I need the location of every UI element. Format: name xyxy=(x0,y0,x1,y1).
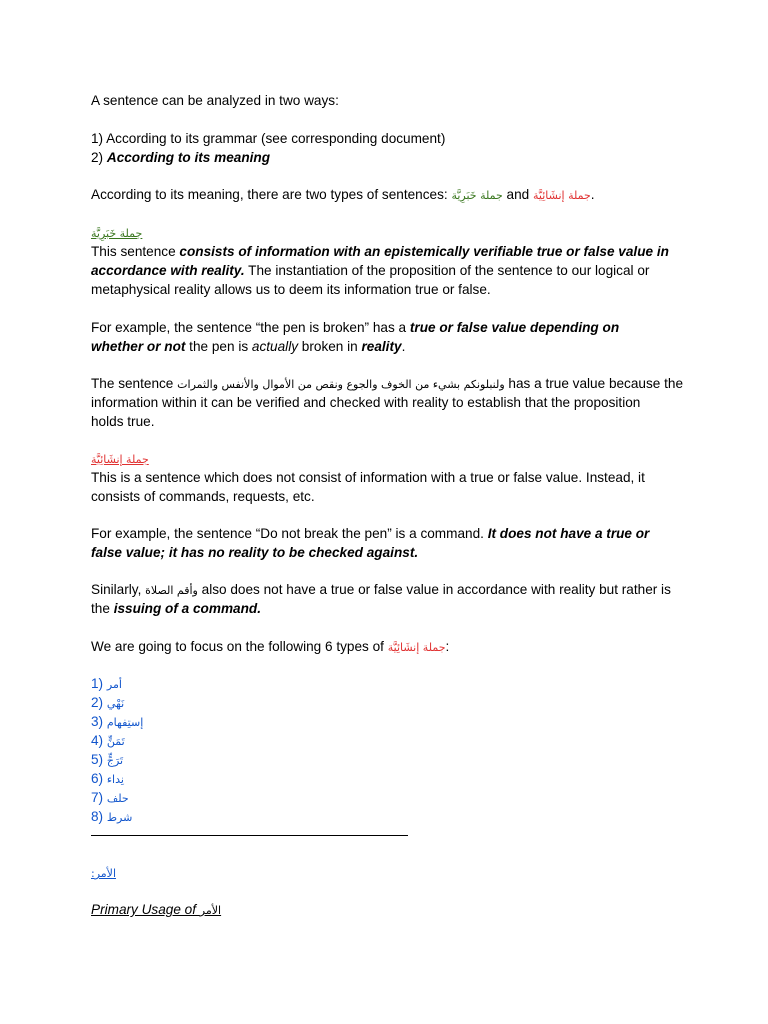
intro-text: A sentence can be analyzed in two ways: xyxy=(91,93,339,108)
example-emphasis-end: whether or not xyxy=(91,339,186,354)
list-item-label: تَرَجٍّ xyxy=(106,754,124,767)
list-item-label: إستِفهام xyxy=(106,716,144,729)
khabariyya-definition-line-1 xyxy=(91,242,691,261)
similar-emphasis: issuing of a command. xyxy=(113,601,261,616)
list-item-number: 1) xyxy=(91,676,107,691)
example-reality: reality xyxy=(361,339,402,354)
khabariyya-def-emphasis: consists of information with an epistemically verifiable true or false value in xyxy=(179,244,669,259)
list-item xyxy=(91,674,691,694)
way-item-2-number: 2) xyxy=(91,150,107,165)
way-item-1: 1) According to its grammar (see corresponding document) xyxy=(91,131,446,146)
focus-colon: : xyxy=(445,639,450,654)
khabariyya-heading-text: جملة خَبَرِيَّة xyxy=(91,227,143,240)
khabariyya-term: جملة خَبَرِيَّة xyxy=(451,189,503,202)
focus-lead: We are going to focus on the following 6 types of xyxy=(91,639,388,654)
list-item-label: نِداء xyxy=(106,773,124,786)
inshaiyya-heading xyxy=(91,449,691,469)
types-sentence xyxy=(91,185,691,205)
inshaiyya-example-line-2 xyxy=(91,543,691,562)
khabariyya-quran-line-3: holds true. xyxy=(91,414,155,429)
list-item-number: 6) xyxy=(91,771,107,786)
inshaiyya-heading-text: جملة إنشَائِيَّة xyxy=(91,453,149,466)
types-period: . xyxy=(590,187,595,202)
list-item xyxy=(91,693,691,713)
section-divider xyxy=(91,835,408,836)
khabariyya-def-continuation: The instantiation of the proposition of the sentence to our logical or xyxy=(244,263,650,278)
inshaiyya-example-line-1 xyxy=(91,524,691,543)
khabariyya-definition-line-2 xyxy=(91,261,691,280)
quran-explanation: has a true value because the xyxy=(504,376,684,391)
khabariyya-def-emphasis-end: accordance with reality. xyxy=(91,263,245,278)
list-item-number: 8) xyxy=(91,809,107,824)
example-text-2: broken in xyxy=(298,339,362,354)
quran-lead: The sentence xyxy=(91,376,178,391)
similar-explanation: also does not have a true or false value in accordance with reality but rather is xyxy=(197,582,671,597)
insha-example-lead: For example, the sentence “Do not break the pen” is a command. xyxy=(91,526,488,541)
insha-example-emphasis: It does not have a true or xyxy=(487,526,650,541)
list-item-number: 5) xyxy=(91,752,107,767)
types-and: and xyxy=(502,187,534,202)
list-item-number: 7) xyxy=(91,790,107,805)
list-item-label: حلف xyxy=(106,792,129,805)
primary-usage-heading xyxy=(91,900,691,920)
khabariyya-definition-line-3: metaphysical reality allows us to deem its information true or false. xyxy=(91,282,491,297)
example-emphasis: true or false value depending on xyxy=(409,320,620,335)
list-item xyxy=(91,769,691,789)
example-text: the pen is xyxy=(185,339,252,354)
similar-lead: Sinilarly, xyxy=(91,582,146,597)
way-item-2 xyxy=(91,148,691,167)
way-item-2-text: According to its meaning xyxy=(106,150,271,165)
khabariyya-quran-line-2: information within it can be verified and checked with reality to establish that the proposition xyxy=(91,395,641,410)
inshaiyya-similar-line-2 xyxy=(91,599,691,618)
khabariyya-def-lead: This sentence xyxy=(91,244,180,259)
list-item xyxy=(91,750,691,770)
khabariyya-quran-line-1 xyxy=(91,374,691,394)
khabariyya-heading xyxy=(91,223,691,243)
list-item-label: شرط xyxy=(106,811,133,824)
list-item-number: 3) xyxy=(91,714,107,729)
khabariyya-example-line-1 xyxy=(91,318,691,337)
focus-line xyxy=(91,637,691,657)
list-item xyxy=(91,731,691,751)
list-item xyxy=(91,807,691,827)
insha-example-emphasis-end: false value; it has no reality to be checked against. xyxy=(91,545,419,560)
focus-term: جملة إنشَائِيَّة xyxy=(387,641,446,654)
list-item xyxy=(91,712,691,732)
khabariyya-example-line-2 xyxy=(91,337,691,356)
types-sentence-lead: According to its meaning, there are two types of sentences: xyxy=(91,187,452,202)
primary-usage-label: Primary Usage of xyxy=(91,902,200,917)
inshaiyya-definition-line-2: consists of commands, requests, etc. xyxy=(91,489,315,504)
list-item-label: أمر xyxy=(106,678,122,691)
inshaiyya-definition-line-1: This is a sentence which does not consist of information with a true or false value. Instead, it xyxy=(91,470,645,485)
list-item-label: نَهْي xyxy=(106,697,125,710)
list-item-number: 4) xyxy=(91,733,107,748)
example-lead: For example, the sentence “the pen is broken” has a xyxy=(91,320,410,335)
inshaiyya-similar-line-1 xyxy=(91,580,691,600)
amr-heading-text: الأمر: xyxy=(91,867,116,880)
example-actually: actually xyxy=(251,339,299,354)
example-period: . xyxy=(401,339,406,354)
quran-verse: ولنبلونكم بشيء من الخوف والجوع ونقص من الأموال والأنفس والثمرات xyxy=(177,378,505,391)
amr-heading xyxy=(91,863,691,883)
inshaiyya-term: جملة إنشَائِيَّة xyxy=(533,189,591,202)
similar-verse: وأقم الصلاة xyxy=(145,584,198,597)
list-item xyxy=(91,788,691,808)
primary-usage-term: الأمر xyxy=(199,904,222,917)
list-item-number: 2) xyxy=(91,695,107,710)
similar-the: the xyxy=(91,601,114,616)
list-item-label: تَمَنٍّ xyxy=(106,735,125,748)
